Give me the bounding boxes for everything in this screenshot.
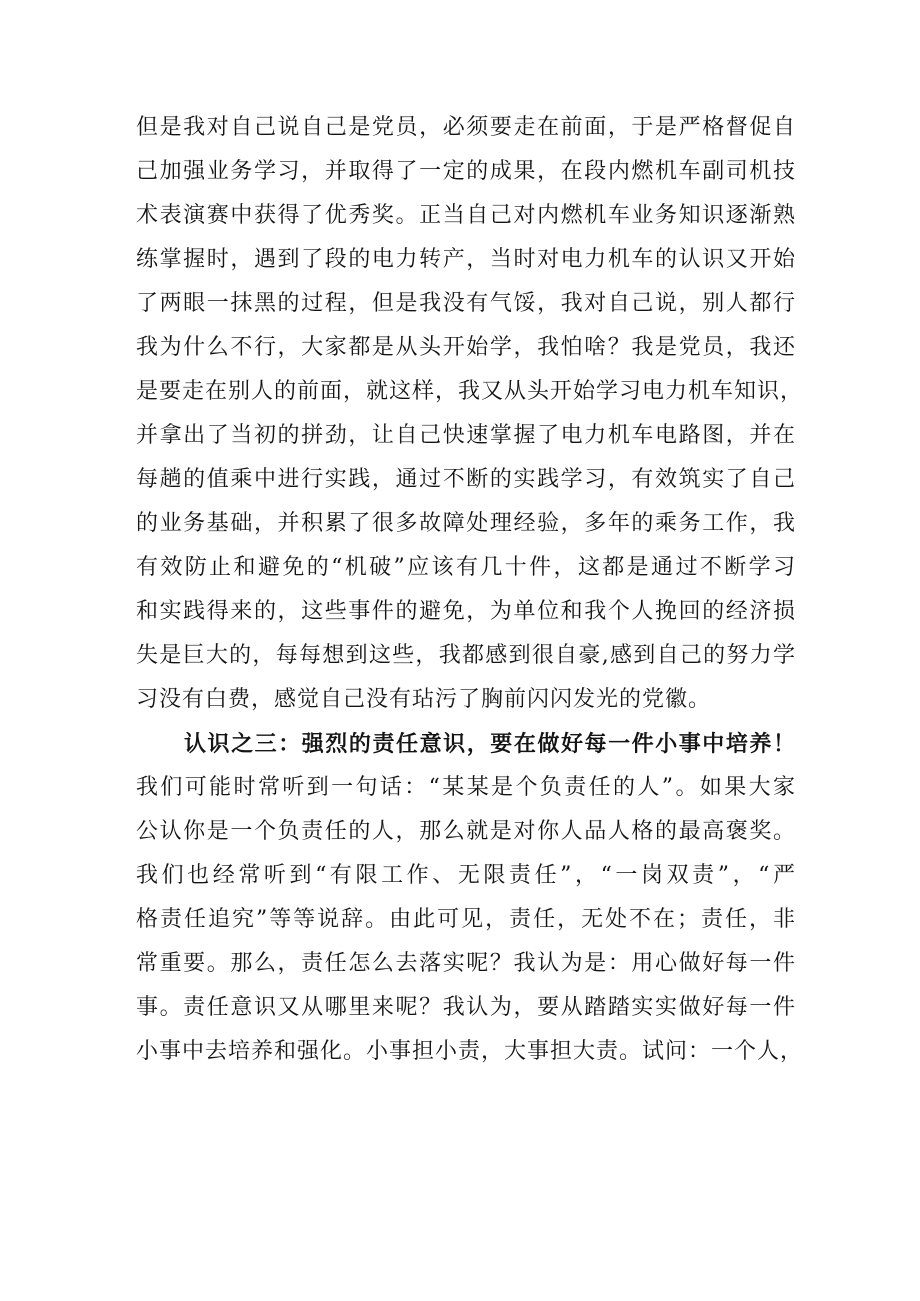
paragraph-line: 并拿出了当初的拼劲，让自己快速掌握了电力机车电路图，并在: [136, 423, 796, 448]
paragraph-line: 和实践得来的，这些事件的避免，为单位和我个人挽回的经济损: [136, 599, 796, 624]
paragraph-line: 是要走在别人的前面，就这样，我又从头开始学习电力机车知识，: [136, 379, 804, 404]
paragraph-line: 但是我对自己说自己是党员，必须要走在前面，于是严格督促自: [136, 115, 796, 140]
paragraph-line: 己加强业务学习，并取得了一定的成果，在段内燃机车副司机技: [136, 159, 796, 184]
paragraph-line: 事。责任意识又从哪里来呢？我认为，要从踏踏实实做好每一件: [136, 995, 796, 1020]
paragraph-line: 格责任追究”等等说辞。由此可见，责任，无处不在；责任，非: [136, 907, 796, 932]
section-heading: 认识之三：强烈的责任意识，要在做好每一件小事中培养！: [184, 731, 796, 757]
paragraph-line: 公认你是一个负责任的人，那么就是对你人品人格的最高褒奖。: [136, 819, 796, 844]
paragraph-line: 了两眼一抹黑的过程，但是我没有气馁，我对自己说，别人都行: [136, 291, 796, 316]
paragraph-line: 术表演赛中获得了优秀奖。正当自己对内燃机车业务知识逐渐熟: [136, 203, 796, 228]
paragraph-line: 有效防止和避免的“机破”应该有几十件，这都是通过不断学习: [136, 555, 796, 580]
paragraph-line: 我们也经常听到“有限工作、无限责任”，“一岗双责”，“严: [136, 863, 796, 888]
paragraph-line: 我为什么不行，大家都是从头开始学，我怕啥？我是党员，我还: [136, 335, 796, 360]
paragraph-line: 习没有白费，感觉自己没有玷污了胸前闪闪发光的党徽。: [136, 687, 712, 712]
paragraph-line: 练掌握时，遇到了段的电力转产，当时对电力机车的认识又开始: [136, 247, 796, 272]
paragraph-line: 常重要。那么，责任怎么去落实呢？我认为是：用心做好每一件: [136, 951, 796, 976]
paragraph-line: 的业务基础，并积累了很多故障处理经验，多年的乘务工作，我: [136, 511, 796, 536]
paragraph-line: 小事中去培养和强化。小事担小责，大事担大责。试问：一个人，: [136, 1039, 804, 1064]
paragraph-line: 每趟的值乘中进行实践，通过不断的实践学习，有效筑实了自己: [136, 467, 796, 492]
paragraph-line: 失是巨大的，每每想到这些，我都感到很自豪,感到自己的努力学: [136, 643, 796, 668]
paragraph-line: 我们可能时常听到一句话：“某某是个负责任的人”。如果大家: [136, 775, 796, 800]
